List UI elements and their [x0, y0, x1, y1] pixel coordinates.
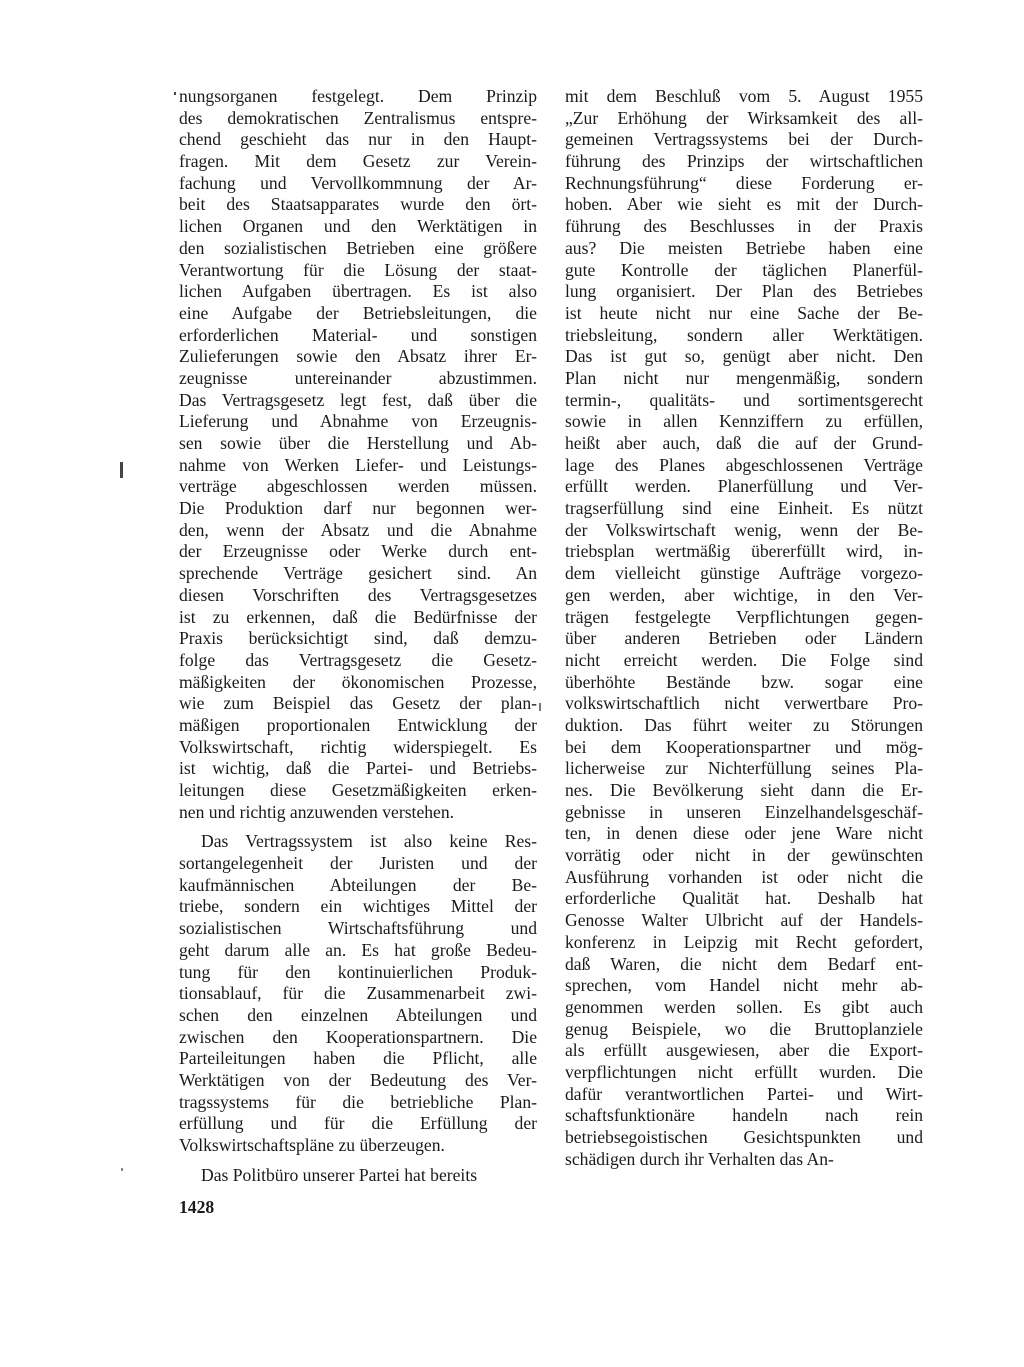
text-line: sen sowie über die Herstellung und Ab- — [179, 433, 537, 453]
text-line: kaufmännischen Abteilungen der Be- — [179, 874, 537, 895]
text-line: erforderliche Qualität hat. Deshalb hat — [565, 888, 923, 909]
text-line: des demokratischen Zentralismus entspre- — [179, 107, 537, 128]
text-line: beit des Staatsapparates wurde den ört- — [179, 194, 537, 215]
text-line: tionsablauf, für die Zusammenarbeit zwi- — [179, 983, 537, 1004]
text-line: triebsleitung, sondern aller Werktätigen. — [565, 324, 923, 345]
text-line: führung des Prinzips der wirtschaftlichen — [565, 151, 923, 172]
paragraph — [179, 831, 537, 1156]
text-line: Plan nicht nur mengenmäßig, sondern — [565, 367, 923, 388]
text-line: betriebsegoistischen Gesichtspunkten und — [565, 1127, 923, 1147]
text-line: den, wenn der Absatz und die Abnahme — [179, 519, 537, 540]
text-line: diesen Vorschriften des Vertragsgesetzes — [179, 584, 537, 605]
text-line: eine Aufgabe der Betriebsleitungen, die — [179, 302, 537, 323]
text-line: mäßigen proportionalen Entwicklung der — [179, 714, 537, 735]
text-line: konferenz in Leipzig mit Recht gefordert, — [565, 931, 923, 952]
text-line: sowie in allen Kennziffern zu erfüllen, — [565, 411, 923, 432]
text-line: nen und richtig anzuwenden verstehen. — [179, 801, 455, 822]
text-line: der Volkswirtschaft wenig, wenn der Be- — [565, 519, 923, 540]
text-line: Parteileitungen haben die Pflicht, alle — [179, 1048, 537, 1069]
text-line: Das Vertragsgesetz legt fest, daß über die — [179, 389, 537, 410]
text-line: Lieferung und Abnahme von Erzeugnis- — [179, 411, 537, 432]
text-line: licherweise zur Nichterfüllung seines Pla- — [565, 758, 923, 779]
text-line: verpflichtungen nicht erfüllt wurden. Die — [565, 1061, 923, 1082]
text-line: Das Politbüro unserer Partei hat bereits — [201, 1164, 478, 1185]
text-line: tragssystems für die betriebliche Plan- — [179, 1091, 537, 1112]
text-line: triebe, sondern ein wichtiges Mittel der — [179, 896, 537, 917]
text-line: lichen Aufgaben übertragen. Es ist also — [179, 281, 537, 302]
text-line: Rechnungsführung“ diese Forderung er- — [565, 172, 923, 193]
text-line: ist zu erkennen, daß die Bedürfnisse der — [179, 606, 537, 627]
text-line: volkswirtschaftlich nicht verwertbare Pro- — [565, 693, 923, 714]
paragraph-gap — [179, 823, 537, 831]
text-line: tung für den kontinuierlichen Produk- — [179, 961, 537, 982]
text-line: leitungen diese Gesetzmäßigkeiten erken- — [179, 780, 537, 800]
text-line: verträge abgeschlossen werden müssen. — [179, 476, 537, 497]
text-line: wie zum Beispiel das Gesetz der plan- — [179, 693, 537, 714]
text-line: sortangelegenheit der Juristen und der — [179, 853, 537, 874]
page-number: 1428 — [179, 1197, 215, 1217]
text-line: Ausführung vorhanden ist oder nicht die — [565, 866, 923, 887]
text-line: erforderlichen Material- und sonstigen — [179, 324, 537, 345]
text-line: den sozialistischen Betrieben eine größere — [179, 237, 537, 258]
text-line: Praxis berücksichtigt sind, daß demzu- — [179, 628, 537, 649]
text-line: duktion. Das führt weiter zu Störungen — [565, 714, 923, 735]
text-line: erfüllung und für die Erfüllung der — [179, 1113, 537, 1134]
text-line: schädigen durch ihr Verhalten das An- — [565, 1148, 834, 1169]
text-line: geht darum alle an. Es hat große Bedeu- — [179, 939, 537, 960]
scan-speck — [539, 703, 541, 711]
scan-speck — [120, 462, 123, 478]
text-line: folge das Vertragsgesetz die Gesetz- — [179, 649, 537, 670]
text-line: trägen festgelegte Verpflichtungen gegen- — [565, 606, 923, 627]
text-line: nahme von Werken Liefer- und Leistungs- — [179, 454, 537, 475]
text-line: heißt aber auch, daß die auf der Grund- — [565, 433, 923, 453]
text-line: fachung und Vervollkommnung der Ar- — [179, 172, 537, 193]
text-line: Volkswirtschaftspläne zu überzeugen. — [179, 1135, 445, 1155]
text-line: termin-, qualitäts- und sortimentsgerecht — [565, 389, 923, 410]
text-line: gen werden, aber wichtige, in den Ver- — [565, 584, 923, 605]
text-line: daß Waren, die nicht dem Bedarf ent- — [565, 953, 923, 974]
text-line: über anderen Betrieben oder Ländern — [565, 628, 923, 649]
paragraph — [179, 1165, 537, 1187]
text-line: genommen werden sollen. Es gibt auch — [565, 996, 923, 1017]
text-line: tragserfüllung sind eine Einheit. Es nützt — [565, 498, 923, 519]
text-line: triebsplan wertmäßig übererfüllt wird, in- — [565, 541, 923, 562]
right-text-column — [565, 86, 923, 1170]
text-line: „Zur Erhöhung der Wirksamkeit des all- — [565, 107, 923, 128]
text-line: ist heute nicht nur eine Sache der Be- — [565, 302, 923, 323]
text-line: sprechen, vom Handel nicht mehr ab- — [565, 975, 923, 996]
text-line: vorrätig oder nicht in der gewünschten — [565, 845, 923, 866]
text-line: überhöhte Bestände bzw. sogar eine — [565, 671, 923, 692]
text-line: chend geschieht das nur in den Haupt- — [179, 129, 537, 150]
text-line: lichen Organen und den Werktätigen in — [179, 216, 537, 237]
text-line: dem vielleicht günstige Aufträge vorgezo- — [565, 563, 923, 584]
text-line: Genosse Walter Ulbricht auf der Handels- — [565, 910, 923, 931]
text-line: der Erzeugnisse oder Werke durch ent- — [179, 541, 537, 562]
text-line: Verantwortung für die Lösung der staat- — [179, 259, 537, 280]
text-line: ten, in denen diese oder jene Ware nicht — [565, 823, 923, 844]
text-line: schen den einzelnen Abteilungen und — [179, 1004, 537, 1025]
text-line: Die Produktion darf nur begonnen wer- — [179, 498, 537, 519]
text-line: als erfüllt ausgewiesen, aber die Export- — [565, 1040, 923, 1061]
text-line: nungsorganen festgelegt. Dem Prinzip — [179, 86, 537, 106]
text-line: aus? Die meisten Betriebe haben eine — [565, 237, 923, 258]
text-line: bei dem Kooperationspartner und mög- — [565, 736, 923, 757]
text-line: lage des Planes abgeschlossenen Verträge — [565, 454, 923, 475]
paragraph — [179, 86, 537, 823]
left-text-column — [179, 86, 537, 1186]
text-line: fragen. Mit dem Gesetz zur Verein- — [179, 151, 537, 172]
text-line: gute Kontrolle der täglichen Planerfül- — [565, 259, 923, 280]
text-line: Das Vertragssystem ist also keine Res- — [201, 831, 537, 852]
text-line: hoben. Aber wie sieht es mit der Durch- — [565, 194, 923, 215]
text-line: erfüllt werden. Planerfüllung und Ver- — [565, 476, 923, 497]
text-line: sozialistischen Wirtschaftsführung und — [179, 918, 537, 939]
text-line: lung organisiert. Der Plan des Betriebes — [565, 281, 923, 302]
text-line: mit dem Beschluß vom 5. August 1955 — [565, 86, 923, 106]
paragraph — [565, 86, 923, 1170]
paragraph-gap — [179, 1157, 537, 1165]
text-line: zeugnisse untereinander abzustimmen. — [179, 367, 537, 388]
text-line: führung des Beschlusses in der Praxis — [565, 216, 923, 237]
text-line: Volkswirtschaft, richtig widerspiegelt. Es — [179, 736, 537, 757]
scan-speck — [121, 1168, 123, 1171]
text-line: schaftsfunktionäre handeln nach rein — [565, 1105, 923, 1126]
text-line: gemeinen Vertragssystems bei der Durch- — [565, 129, 923, 150]
text-line: gebnisse in unseren Einzelhandelsgeschäf- — [565, 801, 923, 822]
text-line: Das ist gut so, genügt aber nicht. Den — [565, 346, 923, 367]
text-line: sprechende Verträge gesichert sind. An — [179, 563, 537, 584]
scan-speck — [174, 92, 176, 95]
text-line: mäßigkeiten der ökonomischen Prozesse, — [179, 671, 537, 692]
text-line: Zulieferungen sowie den Absatz ihrer Er- — [179, 346, 537, 367]
text-line: genug Beispiele, wo die Bruttoplanziele — [565, 1018, 923, 1039]
text-line: zwischen den Kooperationspartnern. Die — [179, 1026, 537, 1047]
text-line: Werktätigen von der Bedeutung des Ver- — [179, 1069, 537, 1090]
text-line: nes. Die Bevölkerung sieht dann die Er- — [565, 780, 923, 800]
text-line: dafür verantwortlichen Partei- und Wirt- — [565, 1083, 923, 1104]
text-line: nicht erreicht werden. Die Folge sind — [565, 649, 923, 670]
text-line: ist wichtig, daß die Partei- und Betriebs- — [179, 758, 537, 779]
